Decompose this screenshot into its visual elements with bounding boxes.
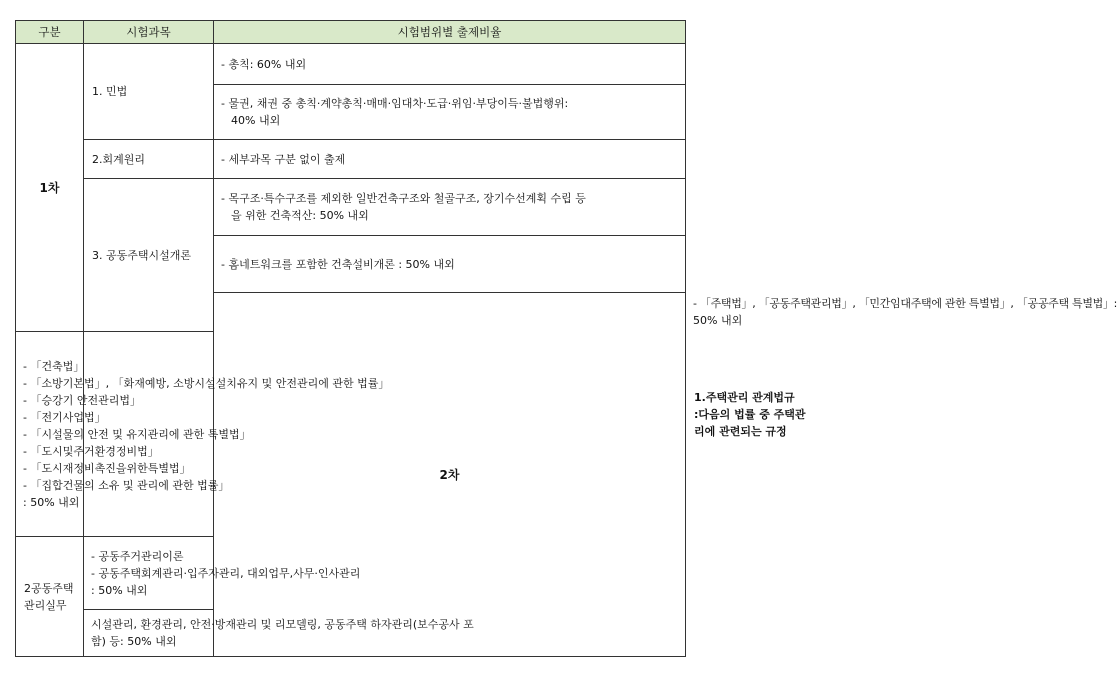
scope-text: 함) 등: 50% 내외 [91, 635, 177, 648]
subject-civil-law: 1. 민법 [84, 44, 214, 140]
scope-text: 시설관리, 환경관리, 안전·방재관리 및 리모델링, 공동주택 하자관리(보수공사 포 [91, 618, 474, 631]
scope-practice-facility [84, 610, 474, 657]
law-item: - 「승강기 안전관리법」 [23, 393, 141, 407]
round1-label: 1차 [16, 44, 84, 332]
scope-text: - 공동주택회계관리·입주자관리, 대외업무,사무·인사관리 [91, 566, 361, 580]
law-item: - 「집합건물의 소유 및 관리에 관한 법률」 [23, 478, 230, 492]
subject-housing-practice: 2공동주택관리실무 [16, 537, 84, 657]
scope-text: - 공동주거관리이론 [91, 549, 184, 563]
table-row [16, 140, 686, 179]
scope-accounting [214, 140, 686, 179]
scope-practice-management [84, 537, 361, 610]
exam-scope-table [15, 20, 1117, 657]
scope-civil-law-property [214, 85, 686, 140]
scope-text: - 목구조·특수구조를 제외한 일반건축구조와 철골구조, 장기수선계획 수립 등 [221, 192, 586, 205]
scope-facility-equipment [214, 236, 686, 293]
scope-text: - 세부과목 구분 없이 출제 [221, 152, 346, 166]
round2-label: 2차 [214, 293, 686, 657]
law-item: - 「소방기본법」, 「화재예방, 소방시설설치유지 및 안전관리에 관한 법률」 [23, 376, 390, 390]
scope-text: - 물권, 채권 중 총칙·계약총칙·매매·임대차·도급·위임·부당이득·불법행위: [221, 97, 569, 110]
scope-text: : 50% 내외 [91, 583, 148, 597]
law-item: - 「건축법」 [23, 359, 85, 373]
exam-scope-table-wrapper [15, 20, 1117, 657]
table-row: 2차 1.주택관리 관계법규 :다음의 법률 중 주택관 리에 관련되는 규정 - 「주택법」, 「공동주택관리법」, 「민간임대주택에 관한 특별법」, 「공공주택 특별법」: 50% 내외 [16, 293, 686, 332]
scope-text: 을 위한 건축적산: 50% 내외 [231, 209, 369, 222]
law-item: - 「전기사업법」 [23, 410, 106, 424]
law-item: - 「도시및주거환경정비법」 [23, 444, 159, 458]
table-header-row [16, 21, 686, 44]
subject-accounting: 2.회계원리 [84, 140, 214, 179]
scope-text: - 총칙: 60% 내외 [221, 57, 307, 71]
table-row [16, 44, 686, 85]
scope-text: 40% 내외 [231, 114, 281, 127]
header-scope-ratio: 시험범위별 출제비율 [214, 21, 686, 44]
law-item: - 「도시재정비촉진을위한특별법」 [23, 461, 191, 475]
subject-facility: 3. 공동주택시설개론 [84, 179, 214, 332]
table-row [16, 179, 686, 236]
scope-housing-law-related [16, 332, 390, 537]
scope-civil-law-general [214, 44, 686, 85]
scope-text: - 홈네트워크를 포함한 건축설비개론 : 50% 내외 [221, 257, 455, 271]
scope-facility-structure [214, 179, 686, 236]
header-subject: 시험과목 [84, 21, 214, 44]
law-item: - 「시설물의 안전 및 유지관리에 관한 특별법」 [23, 427, 251, 441]
law-item: : 50% 내외 [23, 495, 80, 509]
header-category: 구분 [16, 21, 84, 44]
